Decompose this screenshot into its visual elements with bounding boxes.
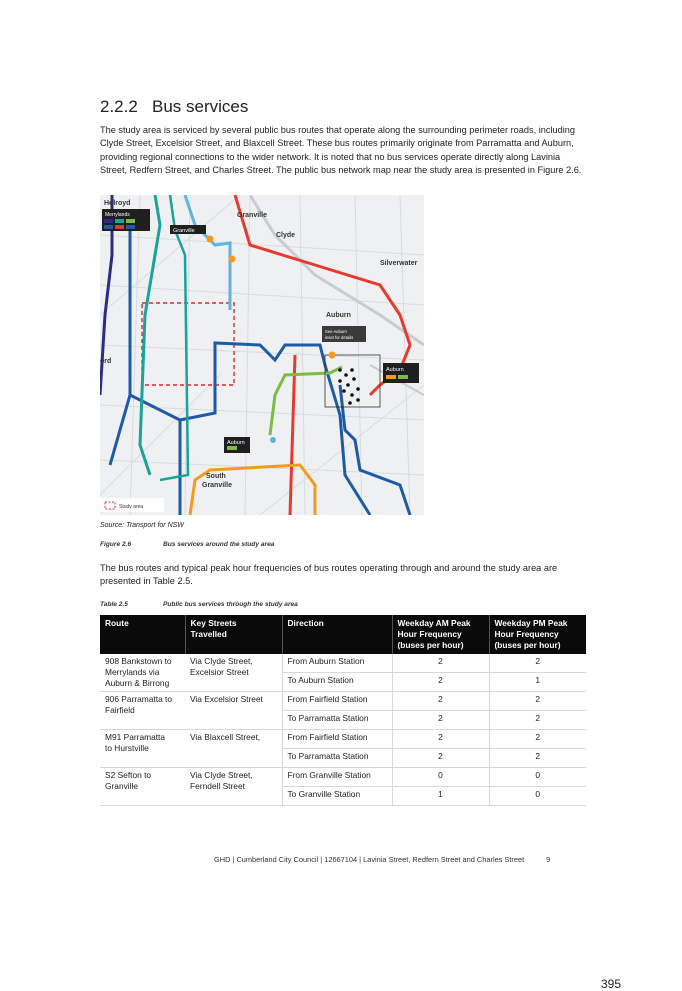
cell-am: 2 — [392, 673, 489, 692]
cell-direction: From Granville Station — [282, 768, 392, 787]
map-label-merrylands: Merrylands — [105, 212, 130, 218]
station-icon — [229, 256, 236, 263]
cell-am: 2 — [392, 654, 489, 673]
table-title: Public bus services through the study area — [163, 601, 298, 608]
map-label-auburn-box1: Auburn — [227, 440, 245, 446]
map-label-south: South — [206, 473, 226, 480]
map-label-auburn: Auburn — [326, 312, 351, 319]
cell-direction: To Auburn Station — [282, 673, 392, 692]
page-number: 395 — [601, 977, 622, 991]
intro-paragraph: The study area is serviced by several public bus routes that operate along the surrounding perimeter roads, including Clyde Street, Excelsior Street, and Blaxcell Street. These bus routes primarily originate from Parramatta and Auburn, providing regional connections to the wider network. It is noted that no bus services operate directly along Lavinia Street, Redfern Street, and Charles Street. The public bus network map near the study area is presented in Figure 2.6. — [100, 125, 582, 175]
section-number: 2.2.2 — [100, 97, 138, 116]
figure-number: Figure 2.6 — [100, 541, 132, 548]
map-label-silverwater: Silverwater — [380, 260, 418, 267]
figure-source: Source: Transport for NSW — [100, 522, 184, 529]
page-footer — [214, 855, 550, 864]
table-caption — [100, 601, 298, 608]
cell-streets: Via Clyde Street, Excelsior Street — [185, 654, 282, 692]
header-pm: Weekday PM Peak Hour Frequency (buses per hour) — [489, 615, 586, 654]
map-label-ord: ord — [100, 358, 112, 365]
table-number: Table 2.5 — [100, 601, 128, 608]
map-label-inset: inset for details — [325, 335, 354, 340]
cell-direction: From Fairfield Station — [282, 730, 392, 749]
table-row — [100, 654, 586, 673]
cell-am: 2 — [392, 730, 489, 749]
station-icon — [207, 236, 214, 243]
section-title: Bus services — [152, 97, 249, 116]
figure-caption — [100, 541, 274, 548]
map-label-granville-box: Granville — [173, 228, 195, 234]
cell-direction: From Auburn Station — [282, 654, 392, 673]
map-label-granville: Granville — [237, 212, 267, 219]
header-am: Weekday AM Peak Hour Frequency (buses per hour) — [392, 615, 489, 654]
map-label-granville-south: Granville — [202, 482, 232, 489]
section-heading — [100, 97, 248, 117]
cell-route: S2 Sefton to Granville — [100, 768, 185, 806]
map-label-auburn-box2: Auburn — [386, 367, 404, 373]
cell-am: 1 — [392, 787, 489, 806]
bus-network-map — [100, 195, 424, 515]
cell-direction: To Granville Station — [282, 787, 392, 806]
table-header-row — [100, 615, 586, 654]
footer-text: GHD | Cumberland City Council | 12667104 | Lavinia Street, Redfern Street and Charles Street — [214, 855, 525, 864]
cell-pm: 2 — [489, 730, 586, 749]
map-label-holroyd: Holroyd — [104, 200, 131, 207]
table-row — [100, 768, 586, 787]
cell-pm: 2 — [489, 711, 586, 730]
cell-am: 2 — [392, 749, 489, 768]
cell-route: 906 Parramatta to Fairfield — [100, 692, 185, 730]
figure-title: Bus services around the study area — [163, 541, 275, 548]
table-row — [100, 730, 586, 749]
cell-streets: Via Excelsior Street — [185, 692, 282, 730]
cell-streets: Via Blaxcell Street, — [185, 730, 282, 768]
station-icon — [329, 352, 336, 359]
cell-direction: From Fairfield Station — [282, 692, 392, 711]
map-label-see-auburn: See Auburn — [325, 329, 347, 334]
header-streets: Key Streets Travelled — [185, 615, 282, 654]
cell-pm: 2 — [489, 654, 586, 673]
cell-streets: Via Clyde Street, Ferndell Street — [185, 768, 282, 806]
map-legend-study-area: Study area — [119, 504, 144, 510]
cell-am: 2 — [392, 711, 489, 730]
cell-am: 0 — [392, 768, 489, 787]
bus-services-table — [100, 615, 586, 806]
cell-pm: 0 — [489, 768, 586, 787]
cell-pm: 2 — [489, 692, 586, 711]
header-route: Route — [100, 615, 185, 654]
cell-route: M91 Parramatta to Hurstville — [100, 730, 185, 768]
cell-direction: To Parramatta Station — [282, 711, 392, 730]
cell-direction: To Parramatta Station — [282, 749, 392, 768]
header-direction: Direction — [282, 615, 392, 654]
table-row — [100, 692, 586, 711]
cell-pm: 1 — [489, 673, 586, 692]
station-icon — [270, 437, 276, 443]
footer-page: 9 — [546, 855, 551, 864]
cell-pm: 2 — [489, 749, 586, 768]
map-label-clyde: Clyde — [276, 232, 296, 239]
cell-am: 2 — [392, 692, 489, 711]
cell-route: 908 Bankstown to Merrylands via Auburn & Birrong — [100, 654, 185, 692]
table-intro-paragraph: The bus routes and typical peak hour frequencies of bus routes operating through and around the study area are presented in Table 2.5. — [100, 563, 558, 587]
cell-pm: 0 — [489, 787, 586, 806]
